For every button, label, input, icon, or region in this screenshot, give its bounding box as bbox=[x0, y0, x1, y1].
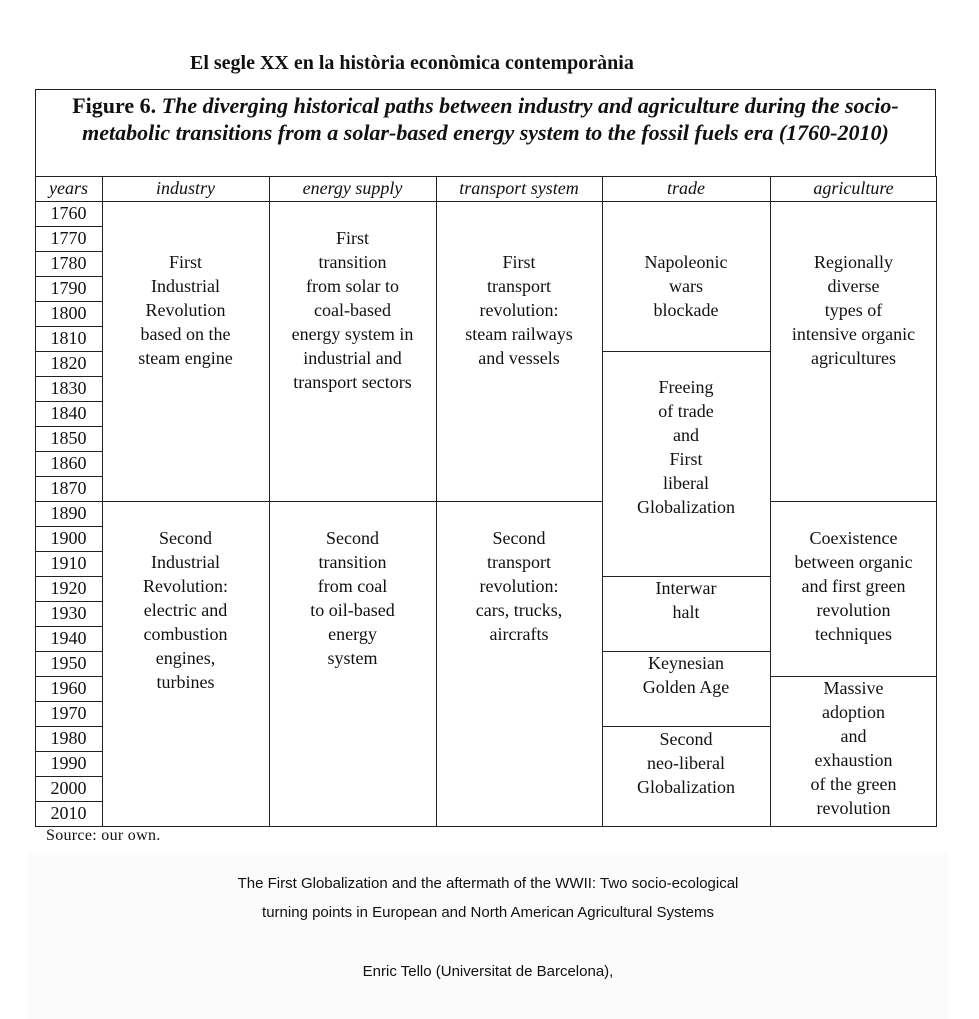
year-row-divider bbox=[35, 376, 102, 377]
source-note: Source: our own. bbox=[46, 827, 161, 844]
year-row-divider bbox=[35, 601, 102, 602]
year-cell: 1820 bbox=[50, 353, 87, 373]
year-cell: 1830 bbox=[50, 378, 87, 398]
year-row-divider bbox=[35, 651, 102, 652]
table-bottom-border bbox=[35, 826, 937, 827]
year-row-divider bbox=[35, 426, 102, 427]
year-cell: 2010 bbox=[50, 803, 87, 823]
year-cell: 1810 bbox=[50, 328, 87, 348]
footer-title-line-1: The First Globalization and the aftermath of the WWII: Two socio-ecological bbox=[237, 875, 739, 892]
year-row-divider bbox=[35, 501, 102, 502]
year-cell: 1870 bbox=[50, 478, 87, 498]
agri-divider-1870 bbox=[770, 501, 937, 502]
energy-first-transition: First transition from solar to coal-based energy system in industrial and transport sectors bbox=[291, 228, 414, 392]
year-row-divider bbox=[35, 676, 102, 677]
transport-second-revolution: Second transport revolution: cars, trucks, aircrafts bbox=[475, 528, 563, 644]
agriculture-organic: Regionally diverse types of intensive organic agricultures bbox=[791, 252, 916, 368]
year-row-divider bbox=[35, 726, 102, 727]
trade-first-globalization: Freeing of trade and First liberal Globalization bbox=[637, 377, 735, 517]
energy-second-transition: Second transition from coal to oil-based energy system bbox=[310, 528, 395, 668]
year-cell: 1840 bbox=[50, 403, 87, 423]
year-row-divider bbox=[35, 776, 102, 777]
year-row-divider bbox=[35, 276, 102, 277]
year-row-divider bbox=[35, 526, 102, 527]
year-cell: 1980 bbox=[50, 728, 87, 748]
footer-citation bbox=[28, 853, 948, 1019]
footer-title-line-2: turning points in European and North American Agricultural Systems bbox=[262, 904, 714, 921]
year-cell: 1970 bbox=[50, 703, 87, 723]
year-cell: 1890 bbox=[50, 503, 87, 523]
year-row-divider bbox=[35, 326, 102, 327]
footer-author: Enric Tello (Universitat de Barcelona), bbox=[362, 963, 614, 980]
agriculture-green-revolution: Massive adoption and exhaustion of the green revolution bbox=[810, 678, 897, 818]
col-header-years: years bbox=[49, 178, 88, 198]
timeline-table bbox=[35, 176, 937, 826]
figure-title: The diverging historical paths between industry and agriculture during the socio-metabolic transitions from a solar-based energy system to the fossil fuels era (1760-2010) bbox=[82, 93, 899, 145]
header-divider bbox=[35, 201, 937, 202]
trade-keynesian-golden-age: Keynesian Golden Age bbox=[642, 653, 730, 697]
transport-first-revolution: First transport revolution: steam railways and vessels bbox=[465, 252, 573, 368]
trade-interwar-halt: Interwar halt bbox=[655, 578, 717, 622]
year-cell: 1990 bbox=[50, 753, 87, 773]
col-header-agriculture: agriculture bbox=[813, 178, 894, 198]
trade-divider-1810 bbox=[602, 351, 770, 352]
year-cell: 1860 bbox=[50, 453, 87, 473]
trade-neoliberal-globalization: Second neo-liberal Globalization bbox=[637, 729, 735, 797]
page-header-title: El segle XX en la història econòmica contemporània bbox=[190, 52, 634, 74]
year-row-divider bbox=[35, 801, 102, 802]
year-row-divider bbox=[35, 301, 102, 302]
year-row-divider bbox=[35, 701, 102, 702]
year-row-divider bbox=[35, 751, 102, 752]
year-row-divider bbox=[35, 626, 102, 627]
year-cell: 1960 bbox=[50, 678, 87, 698]
year-row-divider bbox=[35, 226, 102, 227]
col-header-industry: industry bbox=[155, 178, 215, 198]
era-divider-1870 bbox=[102, 501, 602, 502]
figure-label: Figure 6. bbox=[72, 93, 157, 118]
year-cell: 1790 bbox=[50, 278, 87, 298]
year-row-divider bbox=[35, 451, 102, 452]
year-row-divider bbox=[35, 401, 102, 402]
figure-caption bbox=[35, 89, 936, 176]
col-header-trade: trade bbox=[667, 178, 705, 198]
year-row-divider bbox=[35, 251, 102, 252]
year-cell: 1780 bbox=[50, 253, 87, 273]
col-header-transport-system: transport system bbox=[459, 178, 579, 198]
year-cell: 1940 bbox=[50, 628, 87, 648]
industry-second-revolution: Second Industrial Revolution: electric and combustion engines, turbines bbox=[143, 528, 228, 692]
year-cell: 1920 bbox=[50, 578, 87, 598]
year-row-divider bbox=[35, 576, 102, 577]
year-cell: 1770 bbox=[50, 228, 87, 248]
col-header-energy-supply: energy supply bbox=[302, 178, 403, 198]
year-row-divider bbox=[35, 476, 102, 477]
agriculture-coexistence: Coexistence between organic and first green revolution techniques bbox=[794, 528, 913, 644]
year-cell: 1850 bbox=[50, 428, 87, 448]
year-cell: 1950 bbox=[50, 653, 87, 673]
year-cell: 1930 bbox=[50, 603, 87, 623]
year-cell: 1760 bbox=[50, 203, 87, 223]
industry-first-revolution: First Industrial Revolution based on the steam engine bbox=[138, 252, 233, 368]
year-cell: 1910 bbox=[50, 553, 87, 573]
trade-napoleonic-blockade: Napoleonic wars blockade bbox=[644, 252, 728, 320]
year-cell: 1800 bbox=[50, 303, 87, 323]
year-row-divider bbox=[35, 351, 102, 352]
year-cell: 1900 bbox=[50, 528, 87, 548]
year-row-divider bbox=[35, 551, 102, 552]
year-cell: 2000 bbox=[50, 778, 87, 798]
